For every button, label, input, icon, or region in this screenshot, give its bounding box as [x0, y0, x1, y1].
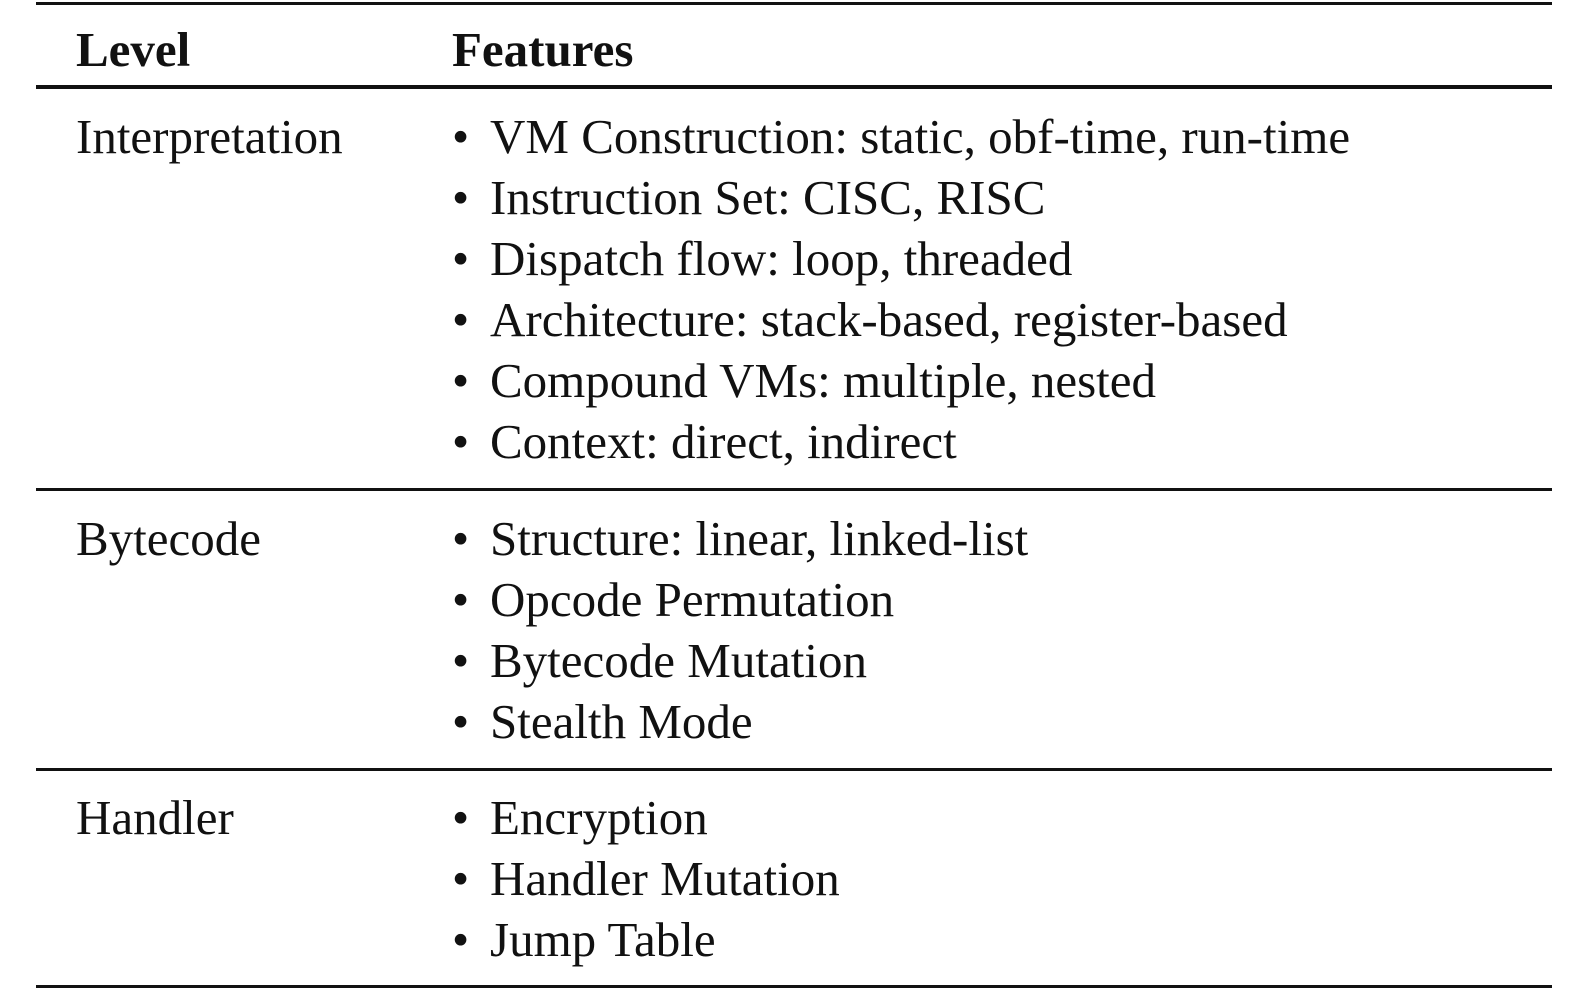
bullet-icon: • — [452, 353, 470, 408]
bullet-icon: • — [452, 511, 470, 566]
feature-text: Instruction Set: CISC, RISC — [490, 170, 1046, 225]
feature-item — [452, 630, 1028, 691]
features-list — [452, 787, 840, 970]
bullet-icon: • — [452, 694, 470, 749]
header-rule — [36, 85, 1552, 89]
feature-text: Architecture: stack-based, register-based — [490, 292, 1288, 347]
level-cell: Bytecode — [76, 511, 262, 566]
features-table — [36, 0, 1552, 1000]
row-divider — [36, 488, 1552, 491]
feature-item — [452, 411, 1350, 472]
features-list — [452, 508, 1028, 752]
feature-item — [452, 508, 1028, 569]
bullet-icon: • — [452, 231, 470, 286]
feature-text: Context: direct, indirect — [490, 414, 957, 469]
feature-item — [452, 787, 840, 848]
level-cell: Handler — [76, 790, 234, 845]
feature-text: Bytecode Mutation — [490, 633, 867, 688]
feature-item — [452, 350, 1350, 411]
bullet-icon: • — [452, 109, 470, 164]
feature-item — [452, 228, 1350, 289]
features-list — [452, 106, 1350, 472]
top-rule — [36, 2, 1552, 5]
bullet-icon: • — [452, 851, 470, 906]
feature-text: Compound VMs: multiple, nested — [490, 353, 1157, 408]
feature-item — [452, 848, 840, 909]
feature-item — [452, 167, 1350, 228]
bullet-icon: • — [452, 912, 470, 967]
bottom-rule — [36, 985, 1552, 988]
feature-text: Dispatch flow: loop, threaded — [490, 231, 1073, 286]
feature-item — [452, 569, 1028, 630]
feature-item — [452, 691, 1028, 752]
feature-text: Structure: linear, linked-list — [490, 511, 1029, 566]
bullet-icon: • — [452, 170, 470, 225]
level-cell: Interpretation — [76, 109, 343, 164]
feature-text: Encryption — [490, 790, 708, 845]
feature-text: Jump Table — [490, 912, 716, 967]
bullet-icon: • — [452, 414, 470, 469]
feature-text: VM Construction: static, obf-time, run-time — [490, 109, 1351, 164]
feature-text: Handler Mutation — [490, 851, 840, 906]
header-level: Level — [76, 22, 191, 77]
bullet-icon: • — [452, 633, 470, 688]
bullet-icon: • — [452, 790, 470, 845]
bullet-icon: • — [452, 292, 470, 347]
bullet-icon: • — [452, 572, 470, 627]
feature-text: Opcode Permutation — [490, 572, 895, 627]
feature-item — [452, 909, 840, 970]
row-divider — [36, 768, 1552, 771]
feature-item — [452, 106, 1350, 167]
feature-item — [452, 289, 1350, 350]
header-features: Features — [452, 22, 634, 77]
feature-text: Stealth Mode — [490, 694, 753, 749]
